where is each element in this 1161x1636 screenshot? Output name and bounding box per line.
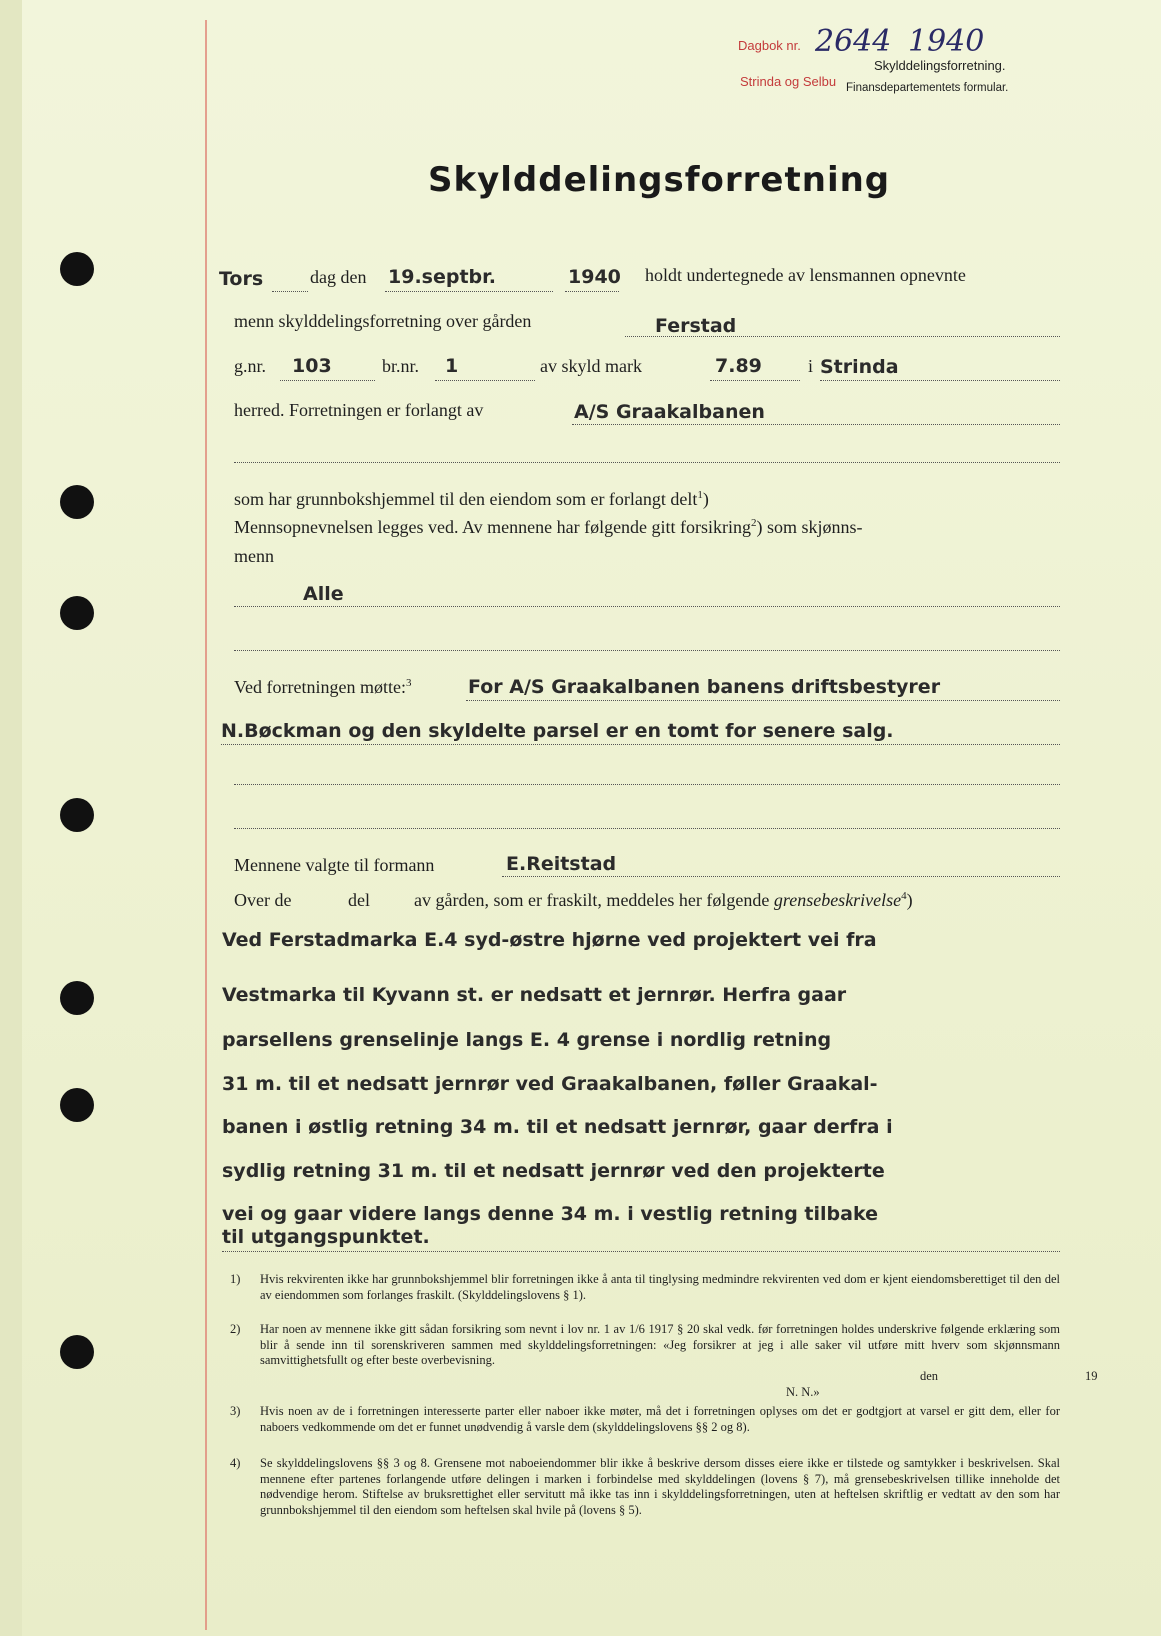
boundary-line-6: sydlig retning 31 m. til et nedsatt jernrør ved den projekterte — [222, 1160, 885, 1182]
dotted-line — [502, 876, 1060, 877]
farm-name: Ferstad — [655, 315, 737, 337]
boundary-line-1: Ved Ferstadmarka E.4 syd-østre hjørne ved projektert vei fra — [222, 929, 877, 951]
chair-label: Mennene valgte til formann — [234, 855, 435, 875]
chair-name: E.Reitstad — [506, 853, 617, 875]
footnote-number: 3) — [230, 1404, 241, 1418]
form-source: Finansdepartementets formular. — [846, 82, 1009, 94]
label-dag-den: dag den — [310, 267, 367, 287]
dotted-line — [565, 291, 619, 292]
dotted-line — [625, 336, 1060, 337]
dotted-line — [272, 291, 308, 292]
dotted-line — [234, 606, 1060, 607]
dotted-line — [234, 462, 1060, 463]
requester: A/S Graakalbanen — [574, 401, 765, 423]
punch-hole-6 — [60, 1088, 94, 1122]
stamp-year: 1940 — [908, 24, 985, 59]
skyld-value: 7.89 — [715, 355, 762, 377]
dotted-line — [221, 744, 1060, 745]
boundary-line-3: parsellens grenselinje langs E. 4 grense i nordlig retning — [222, 1029, 832, 1051]
label-holdt: holdt undertegnede av lensmannen opnevnte — [645, 265, 966, 285]
dotted-line — [466, 700, 1060, 701]
boundary-line-4: 31 m. til et nedsatt jernrør ved Graakalbanen, føller Graakal- — [222, 1073, 878, 1095]
punch-hole-7 — [60, 1335, 94, 1369]
footnote-text: Har noen av mennene ikke gitt sådan forsikring som nevnt i lov nr. 1 av 1/6 1917 § 20 skal vedk. før forretningen holdes underskrive følgende erklæring som blir å sende inn til sorenskriveren sammen med skylddelingsforretningen: «Jeg forsikrer at jeg i alle saker vil utføre mitt hverv som skjønnsmann samvittighetsfullt og efter beste overbevisning. — [260, 1322, 1060, 1367]
footnote-number: 2) — [230, 1322, 241, 1336]
dotted-line — [385, 291, 553, 292]
boundary-line-5: banen i østlig retning 34 m. til et nedsatt jernrør, gaar derfra i — [222, 1116, 893, 1138]
municipality: Strinda — [820, 356, 899, 378]
dotted-line — [234, 784, 1060, 785]
dotted-line — [435, 380, 535, 381]
stamp-number: 2644 — [815, 24, 892, 59]
footnote-text: Hvis rekvirenten ikke har grunnbokshjemmel blir forretningen ikke å anta til tinglysing medmindre rekvirenten ved dom er kjent eiendomsberettiget til den del av eiendommen som forlanges fraskilt. (Skylddelingslovens § 1). — [260, 1272, 1060, 1302]
boundary-over: Over de — [234, 890, 292, 910]
skjonnsmenn-answer: Alle — [303, 583, 344, 605]
boundary-line-2: Vestmarka til Kyvann st. er nedsatt et jernrør. Herfra gaar — [222, 984, 847, 1006]
dotted-line — [222, 1251, 1060, 1252]
stamp-office: Strinda og Selbu — [740, 74, 837, 89]
label-gnr: g.nr. — [234, 356, 267, 376]
dotted-line — [234, 828, 1060, 829]
footnote-number: 4) — [230, 1456, 241, 1470]
attended-label: Ved forretningen møtte:$^3$ — [234, 677, 412, 697]
footnote-text: Se skylddelingslovens §§ 3 og 8. Grensene mot naboeiendommer blir ikke å beskrive dersom disses eiere ikke er tilstede og samtykker i beskrivelsen. Skal mennene efter partenes forlangende utføre delingen i marken i forbindelse med skylddelingen (lovens § 7), må grensebeskrivelsen tillike inneholde det nødvendige herom. Stiftelse av bruksrettighet eller servitutt må ikke tas inn i skylddelingsforretningen, uten at heftelsen skriftlig er vedtatt av den som har grunnbokshjemmel til den eiendom som heftelsen skal hvile på (lovens § 5). — [260, 1456, 1060, 1517]
boundary-line-8: til utgangspunktet. — [222, 1226, 430, 1248]
punch-hole-3 — [60, 596, 94, 630]
dotted-line — [280, 380, 375, 381]
footnote-year: 19 — [1085, 1369, 1098, 1383]
brnr: 1 — [445, 355, 459, 377]
year: 1940 — [568, 266, 621, 288]
attended-line-2: N.Bøckman og den skyldelte parsel er en tomt for senere salg. — [221, 720, 894, 742]
footnote-1 — [230, 1272, 1060, 1320]
footnote-2 — [230, 1322, 1098, 1402]
label-menn: menn skylddelingsforretning over gården — [234, 311, 532, 331]
form-name: Skylddelingsforretning. — [874, 58, 1006, 73]
punch-hole-5 — [60, 981, 94, 1015]
hjemmel-line-3: menn — [234, 546, 274, 566]
footnote-den: den — [920, 1369, 939, 1383]
boundary-intro: av gården, som er fraskilt, meddeles her følgende grensebeskrivelse$^4$) — [414, 890, 913, 910]
page-edge — [0, 0, 22, 1636]
boundary-del: del — [348, 890, 370, 910]
weekday: Tors — [219, 268, 264, 290]
label-herred: herred. Forretningen er forlangt av — [234, 400, 484, 420]
dotted-line — [820, 380, 1060, 381]
page-title: Skylddelingsforretning — [428, 160, 891, 200]
margin-line — [205, 20, 207, 1630]
hjemmel-line-2: Mennsopnevnelsen legges ved. Av mennene har følgende gitt forsikring$^2$) som skjønns- — [234, 517, 863, 537]
label-brnr: br.nr. — [382, 356, 420, 376]
label-skyld: av skyld mark — [540, 356, 642, 376]
footnote-4 — [230, 1456, 1060, 1552]
gnr: 103 — [292, 355, 332, 377]
dotted-line — [572, 424, 1060, 425]
footnote-text: Hvis noen av de i forretningen interesserte parter eller naboer ikke møter, må det i forretningen oplyses om det er godtgjort at varsel er gitt dem, eller for naboers vedkommende om det er funnet unødvendig å varsle dem (skylddelingslovens §§ 2 og 8). — [260, 1404, 1060, 1434]
date: 19.septbr. — [388, 266, 497, 288]
boundary-line-7: vei og gaar videre langs denne 34 m. i vestlig retning tilbake — [222, 1203, 878, 1225]
dotted-line — [234, 650, 1060, 651]
footnote-3 — [230, 1404, 1060, 1452]
label-i: i — [808, 356, 814, 376]
punch-hole-4 — [60, 798, 94, 832]
hjemmel-line-1: som har grunnbokshjemmel til den eiendom som er forlangt delt$^1$) — [234, 489, 709, 509]
stamp-label: Dagbok nr. — [738, 38, 801, 53]
dotted-line — [710, 380, 800, 381]
footnote-signature: N. N.» — [786, 1385, 820, 1399]
attended-line-1: For A/S Graakalbanen banens driftsbestyrer — [468, 676, 941, 698]
footnote-number: 1) — [230, 1272, 241, 1286]
punch-hole-2 — [60, 485, 94, 519]
punch-hole-1 — [60, 252, 94, 286]
